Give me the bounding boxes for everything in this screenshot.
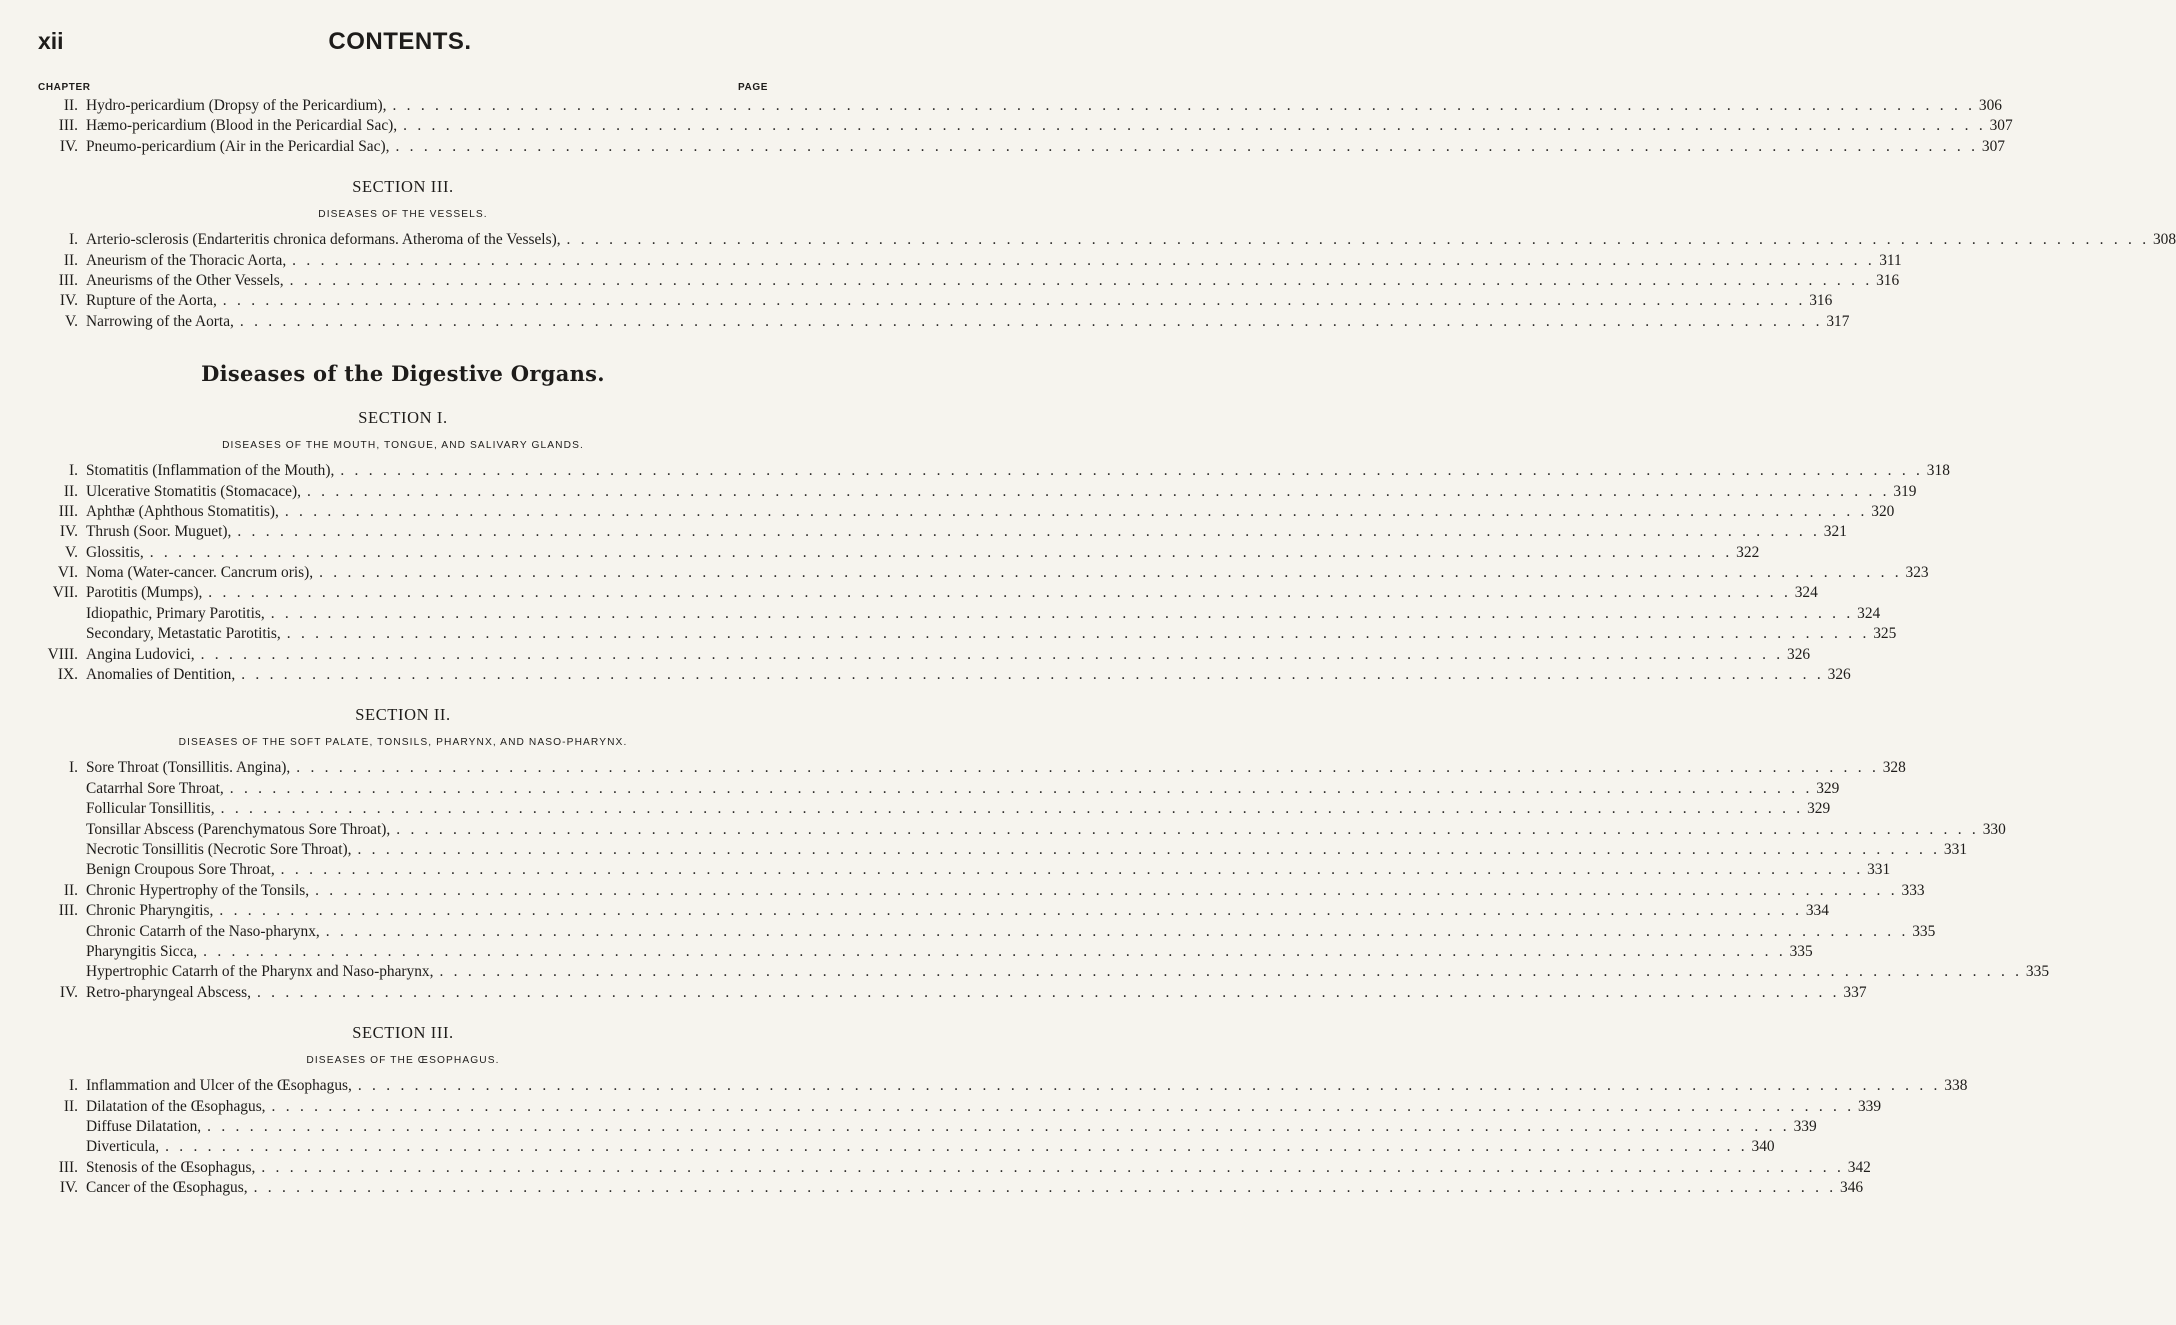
- page-ref: 331: [1943, 840, 1968, 858]
- toc-entry: [38, 840, 1968, 860]
- toc-entry: [38, 312, 1850, 332]
- page-ref: 338: [1944, 1077, 1968, 1095]
- entry-title: Narrowing of the Aorta,: [86, 312, 234, 330]
- toc-entry: [38, 96, 2002, 116]
- toc-entry: [38, 461, 1950, 481]
- chapter-column-label: CHAPTER: [38, 82, 91, 93]
- page-ref: 307: [1981, 137, 2005, 155]
- toc-entry: [38, 983, 1867, 1003]
- entry-title: Chronic Hypertrophy of the Tonsils,: [86, 881, 310, 899]
- dot-leader: [213, 901, 1799, 921]
- toc-entry: [38, 779, 1840, 799]
- dot-leader: [334, 461, 1920, 481]
- entry-title: Stomatitis (Inflammation of the Mouth),: [86, 462, 335, 480]
- dot-leader: [275, 860, 1861, 880]
- entry-title: Tonsillar Abscess (Parenchymatous Sore Throat),: [86, 820, 391, 838]
- entry-title: Necrotic Tonsillitis (Necrotic Sore Throat),: [86, 840, 352, 858]
- dot-leader: [144, 543, 1730, 563]
- dot-leader: [352, 1076, 1938, 1096]
- dot-leader: [231, 522, 1817, 542]
- toc-entry: [38, 962, 2050, 982]
- toc-entry: [38, 860, 1891, 880]
- chapter-number: II.: [63, 97, 78, 114]
- page-ref: 322: [1736, 543, 1760, 561]
- entry-title: Angina Ludovici,: [86, 645, 195, 663]
- dot-leader: [561, 230, 2147, 250]
- page-ref: 328: [1882, 759, 1906, 777]
- chapter-number: IV.: [59, 292, 78, 310]
- page-ref: 331: [1867, 861, 1891, 879]
- toc-entry: [38, 251, 1902, 271]
- page-header: [0, 28, 800, 68]
- toc-entry: [38, 922, 1936, 942]
- page-ref: 329: [1816, 779, 1840, 797]
- page-ref: 316: [1876, 271, 1900, 289]
- page-ref: 324: [1794, 584, 1818, 602]
- toc-entry: [38, 583, 1818, 603]
- entry-title: Catarrhal Sore Throat,: [86, 779, 224, 797]
- dot-leader: [195, 645, 1781, 665]
- toc-entry: [38, 645, 1811, 665]
- section-heading: SECTION III.: [352, 177, 454, 197]
- toc-entry: [38, 1158, 1871, 1178]
- toc-entry: [38, 665, 1851, 685]
- chapter-number: IV.: [59, 983, 78, 1001]
- page-ref: 340: [1751, 1138, 1775, 1156]
- chapter-number: VI.: [57, 564, 78, 582]
- chapter-number: II.: [63, 482, 78, 500]
- dot-leader: [284, 271, 1870, 291]
- entry-title: Diffuse Dilatation,: [86, 1117, 202, 1135]
- entry-title: Chronic Catarrh of the Naso-pharynx,: [86, 922, 320, 940]
- entry-title: Follicular Tonsillitis,: [86, 800, 215, 818]
- dot-leader: [265, 604, 1851, 624]
- chapter-number: III.: [58, 271, 78, 289]
- dot-leader: [201, 1117, 1787, 1137]
- chapter-number: IV.: [59, 137, 78, 155]
- entry-title: Aphthæ (Aphthous Stomatitis),: [86, 502, 279, 520]
- page-column-label: PAGE: [738, 82, 768, 93]
- page-ref: 318: [1926, 462, 1950, 480]
- toc-entry: [38, 1137, 1775, 1157]
- entry-title: Benign Croupous Sore Throat,: [86, 861, 275, 879]
- page-ref: 329: [1807, 800, 1831, 818]
- page-ref: 316: [1809, 292, 1833, 310]
- toc-entry: [38, 116, 2013, 136]
- chapter-number: I.: [69, 1077, 78, 1095]
- dot-leader: [217, 291, 1803, 311]
- toc-entry: [38, 271, 1900, 291]
- dot-leader: [224, 779, 1810, 799]
- entry-title: Dilatation of the Œsophagus,: [86, 1097, 266, 1115]
- chapter-number: III.: [58, 902, 78, 920]
- page-ref: 342: [1847, 1158, 1871, 1176]
- entry-title: Retro-pharyngeal Abscess,: [86, 983, 251, 1001]
- dot-leader: [290, 758, 1876, 778]
- page-ref: 308: [2152, 231, 2176, 249]
- page-number: xii: [38, 28, 64, 54]
- chapter-number: II.: [63, 251, 78, 269]
- toc-entry: [38, 820, 2006, 840]
- page-ref: 323: [1905, 564, 1929, 582]
- entry-title: Arterio-sclerosis (Endarteritis chronica deformans. Atheroma of the Vessels),: [86, 231, 561, 249]
- section-subheading: DISEASES OF THE ŒSOPHAGUS.: [306, 1055, 500, 1067]
- page-ref: 306: [1978, 97, 2002, 114]
- dot-leader: [248, 1178, 1834, 1198]
- toc-entry: [38, 522, 1847, 542]
- page-ref: 317: [1826, 312, 1850, 330]
- dot-leader: [389, 137, 1975, 157]
- entry-title: Sore Throat (Tonsillitis. Angina),: [86, 759, 291, 777]
- entry-title: Secondary, Metastatic Parotitis,: [86, 625, 281, 643]
- chapter-number: I.: [69, 759, 78, 777]
- page-ref: 346: [1840, 1179, 1864, 1197]
- chapter-number: V.: [65, 543, 78, 561]
- page-ref: 335: [1912, 922, 1936, 940]
- chapter-number: I.: [69, 231, 78, 249]
- page-ref: 337: [1843, 983, 1867, 1001]
- dot-leader: [351, 840, 1937, 860]
- running-title: CONTENTS.: [328, 28, 472, 55]
- page-ref: 335: [2025, 963, 2050, 981]
- page-ref: 339: [1857, 1097, 1882, 1115]
- toc-entry: [38, 1178, 1864, 1198]
- toc-entry: [38, 543, 1760, 563]
- page-ref: 334: [1805, 902, 1829, 920]
- dot-leader: [397, 116, 1983, 136]
- entry-title: Cancer of the Œsophagus,: [86, 1179, 248, 1197]
- page-ref: 324: [1857, 604, 1881, 622]
- page-ref: 319: [1893, 482, 1917, 500]
- page-ref: 326: [1787, 645, 1811, 663]
- toc-entry: [38, 799, 1831, 819]
- toc-entry: [38, 1117, 1817, 1137]
- chapter-number: V.: [65, 312, 78, 330]
- entry-title: Anomalies of Dentition,: [86, 666, 236, 684]
- dot-leader: [266, 1097, 1852, 1117]
- entry-title: Hypertrophic Catarrh of the Pharynx and Naso-pharynx,: [86, 963, 434, 981]
- entry-title: Inflammation and Ulcer of the Œsophagus,: [86, 1077, 352, 1095]
- toc-entry: [38, 563, 1929, 583]
- dot-leader: [286, 251, 1872, 271]
- chapter-number: II.: [63, 881, 78, 899]
- dot-leader: [234, 312, 1820, 332]
- entry-title: Aneurism of the Thoracic Aorta,: [86, 251, 287, 269]
- dot-leader: [159, 1137, 1745, 1157]
- dot-leader: [320, 922, 1906, 942]
- section-heading: SECTION II.: [355, 705, 451, 725]
- entry-title: Pneumo-pericardium (Air in the Pericardial Sac),: [86, 137, 390, 155]
- page-ref: 330: [1982, 820, 2006, 838]
- entry-title: Pharyngitis Sicca,: [86, 942, 198, 960]
- page-ref: 320: [1871, 502, 1895, 520]
- toc-entry: [38, 624, 1897, 644]
- entry-title: Hæmo-pericardium (Blood in the Pericardial Sac),: [86, 117, 398, 135]
- page-ref: 335: [1789, 942, 1813, 960]
- toc-entry: [38, 604, 1881, 624]
- chapter-number: II.: [63, 1097, 78, 1115]
- toc-entry: [38, 291, 1833, 311]
- section-subheading: DISEASES OF THE MOUTH, TONGUE, AND SALIVARY GLANDS.: [222, 440, 584, 452]
- dot-leader: [255, 1158, 1841, 1178]
- dot-leader: [235, 665, 1821, 685]
- page-ref: 326: [1827, 666, 1851, 684]
- section-heading: SECTION III.: [352, 1023, 454, 1043]
- entry-title: Hydro-pericardium (Dropsy of the Pericardium),: [86, 97, 387, 114]
- entry-title: Chronic Pharyngitis,: [86, 902, 214, 920]
- page-ref: 325: [1873, 625, 1897, 643]
- page-ref: 321: [1823, 523, 1847, 541]
- dot-leader: [386, 96, 1972, 116]
- entry-title: Rupture of the Aorta,: [86, 292, 217, 310]
- part-heading: Diseases of the Digestive Organs.: [201, 361, 605, 387]
- entry-title: Glossitis,: [86, 543, 144, 561]
- chapter-number: VIII.: [47, 645, 78, 663]
- entry-title: Idiopathic, Primary Parotitis,: [86, 604, 265, 622]
- entry-title: Parotitis (Mumps),: [86, 584, 203, 602]
- dot-leader: [197, 942, 1783, 962]
- dot-leader: [301, 482, 1887, 502]
- entry-title: Ulcerative Stomatitis (Stomacace),: [86, 482, 301, 500]
- toc-entry: [38, 942, 1813, 962]
- dot-leader: [313, 563, 1899, 583]
- toc-entry: [38, 901, 1829, 921]
- chapter-number: III.: [58, 1158, 78, 1176]
- toc-entry: [38, 1097, 1882, 1117]
- dot-leader: [281, 624, 1867, 644]
- table-of-contents: [38, 96, 2176, 1198]
- chapter-number: III.: [58, 502, 78, 520]
- dot-leader: [309, 881, 1895, 901]
- dot-leader: [390, 820, 1976, 840]
- toc-entry: [38, 482, 1917, 502]
- dot-leader: [215, 799, 1801, 819]
- dot-leader: [433, 962, 2019, 982]
- entry-title: Stenosis of the Œsophagus,: [86, 1158, 256, 1176]
- page-ref: 339: [1793, 1117, 1817, 1135]
- toc-entry: [38, 502, 1895, 522]
- page-ref: 311: [1879, 251, 1902, 269]
- dot-leader: [202, 583, 1788, 603]
- entry-title: Aneurisms of the Other Vessels,: [86, 271, 284, 289]
- chapter-number: I.: [69, 462, 78, 480]
- chapter-number: IX.: [57, 666, 78, 684]
- chapter-number: IV.: [59, 1179, 78, 1197]
- toc-entry: [38, 137, 2005, 157]
- dot-leader: [251, 983, 1837, 1003]
- toc-entry: [38, 1076, 1968, 1096]
- section-heading: SECTION I.: [358, 408, 448, 428]
- chapter-number: III.: [58, 117, 78, 135]
- entry-title: Diverticula,: [86, 1138, 160, 1156]
- toc-entry: [38, 230, 2176, 250]
- entry-title: Thrush (Soor. Muguet),: [86, 523, 232, 541]
- chapter-number: VII.: [52, 584, 78, 602]
- section-subheading: DISEASES OF THE SOFT PALATE, TONSILS, PHARYNX, AND NASO-PHARYNX.: [178, 737, 628, 749]
- toc-entry: [38, 758, 1906, 778]
- dot-leader: [279, 502, 1865, 522]
- page-ref: 307: [1989, 117, 2013, 135]
- section-subheading: DISEASES OF THE VESSELS.: [318, 209, 488, 221]
- toc-entry: [38, 881, 1925, 901]
- entry-title: Noma (Water-cancer. Cancrum oris),: [86, 564, 314, 582]
- chapter-number: IV.: [59, 523, 78, 541]
- page-ref: 333: [1901, 881, 1925, 899]
